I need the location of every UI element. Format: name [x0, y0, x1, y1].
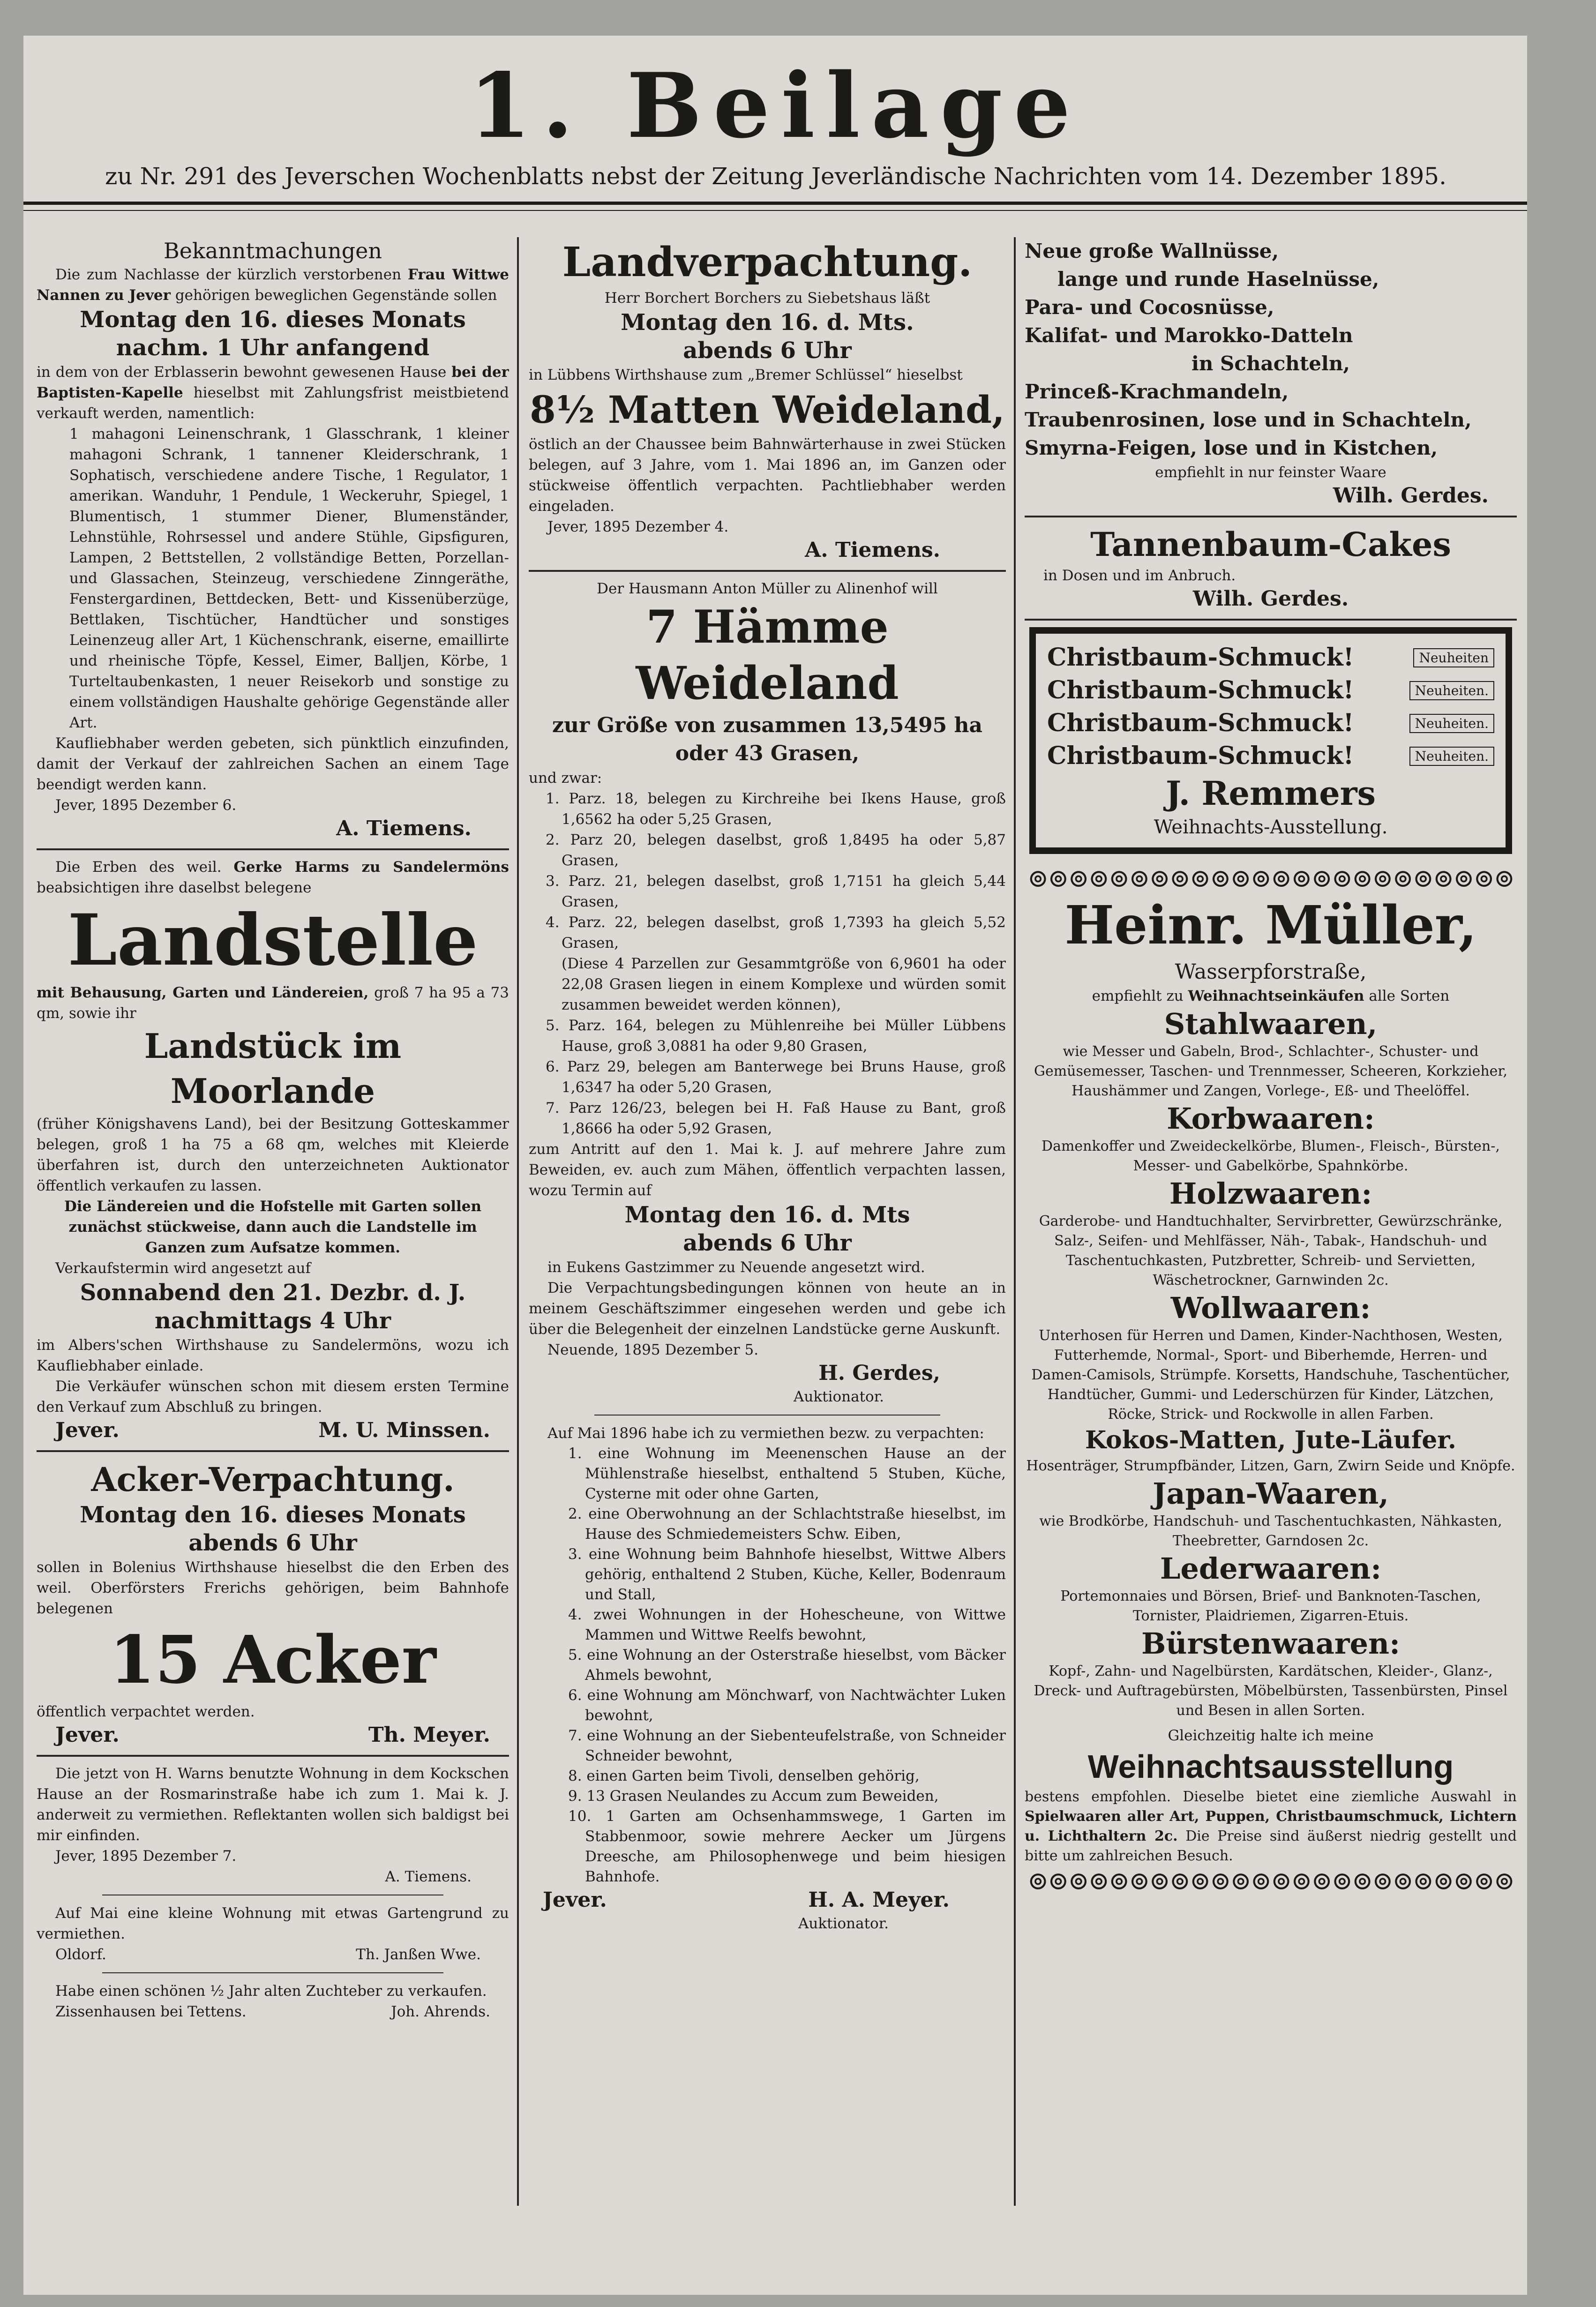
- list-item: 4. zwei Wohnungen in der Hohescheune, von Wittwe Mammen und Wittwe Reelfs bewohnt,: [568, 1606, 1006, 1643]
- shop-name: Heinr. Müller,: [1064, 895, 1477, 956]
- lease-date: Montag den 16. dieses Monats: [80, 1502, 466, 1528]
- deceased-name: Frau Wittwe Nannen zu Jever: [37, 266, 509, 304]
- section-text: wie Brodkörbe, Handschuh- und Taschentuchkasten, Nähkasten, Theebretter, Garndosen 2c.: [1039, 1513, 1502, 1549]
- ornament-border: ⊚⊚⊚⊚⊚⊚⊚⊚⊚⊚⊚⊚⊚⊚⊚⊚⊚⊚⊚⊚⊚⊚⊚⊚: [1027, 1866, 1514, 1895]
- conditions: Die Verpachtungsbedingungen können von heute an in meinem Geschäftszimmer eingesehen werden und gebe ich über die Belegenheit der einzelnen Landstücke gerne Auskunft.: [529, 1280, 1006, 1338]
- signature-role: Auktionator.: [798, 1915, 889, 1932]
- section-text: Hosenträger, Strumpfbänder, Litzen, Garn, Zwirn Seide und Knöpfe.: [1026, 1458, 1515, 1474]
- sale-place: im Albers'schen Wirthshause zu Sandelermöns, wozu ich Kaufliebhaber einlade.: [37, 1337, 509, 1374]
- intro-text-rest: beabsichtigen ihre daselbst belegene: [37, 879, 312, 896]
- ornament-border: ⊚⊚⊚⊚⊚⊚⊚⊚⊚⊚⊚⊚⊚⊚⊚⊚⊚⊚⊚⊚⊚⊚⊚⊚: [1027, 863, 1514, 893]
- intro-bold: Gerke Harms zu Sandelermöns: [233, 859, 509, 876]
- items-list: 1 mahagoni Leinenschrank, 1 Glasschrank, 1 kleiner mahagoni Schrank, 1 tannener Kleiderschrank, 1 Sophatisch, verschiedene andere Tische, 1 Regulator, 1 amerikan. Wanduhr, 1 Pendule, 1 Weckeruhr, Spiegel, 1 Blumentisch, 1 stummer Diener, Blumenständer, Lehnstühle, Rohrsessel und andere Stühle, Gipsfiguren, Lampen, 2 Bettstellen, 2 vollständige Betten, Porzellan- und Glassachen, Steinzeug, verschiedene Zinngeräthe, Fenstergardinen, Bettdecken, Bett- und Kissenüberzüge, Bettlaken, Tischtücher, Handtücher und sonstiges Leinenzeug aller Art, 1 Küchenschrank, eiserne, emaillirte und rheinische Töpfe, Kessel, Eimer, Balljen, Körbe, 1 Turteltaubenkasten, 1 neuer Reisekorb und sonstige zu einem vollständigen Haushalte gehörige Gegenstände aller Art.: [69, 426, 509, 731]
- rec-bold: Weihnachtseinkäufen: [1188, 988, 1364, 1004]
- product-line: Princeß-Krachmandeln,: [1025, 380, 1289, 403]
- lease-date: Montag den 16. d. Mts.: [621, 309, 914, 336]
- section-heading: Korbwaaren:: [1167, 1101, 1375, 1136]
- signature: H. A. Meyer.: [808, 1888, 950, 1912]
- signature: Th. Janßen Wwe.: [356, 1946, 481, 1963]
- masthead-rule-thin: [23, 210, 1527, 211]
- table-row: [1047, 740, 1494, 772]
- signature-role: Auktionator.: [793, 1388, 884, 1405]
- column-1: [37, 237, 509, 2022]
- und-zwar: und zwar:: [529, 770, 602, 786]
- exhibit-bold: Spielwaaren aller Art, Puppen, Christbaumschmuck, Lichtern u. Lichthaltern 2c.: [1025, 1808, 1517, 1844]
- ad-zuchteber: [37, 1981, 509, 2022]
- section-heading: Stahlwaaren,: [1164, 1007, 1378, 1041]
- list-item: 3. Parz. 21, belegen daselbst, groß 1,7151 ha gleich 5,44 Grasen,: [546, 873, 1006, 910]
- table-row: [1047, 674, 1494, 707]
- ad-text: Die jetzt von H. Warns benutzte Wohnung in dem Kockschen Hause an der Rosmarinstraße habe ich zum 1. Mai k. J. anderweit zu vermiethen. Reflektanten wollen sich baldigst bei mir einfinden.: [37, 1765, 509, 1844]
- parcel-list: [529, 788, 1006, 1139]
- product-section: [1025, 1290, 1517, 1424]
- section-heading: Holzwaaren:: [1169, 1176, 1372, 1211]
- list-item: 1. Parz. 18, belegen zu Kirchreihe bei Ikens Hause, groß 1,6562 ha oder 5,25 Grasen,: [546, 790, 1006, 828]
- ad-text: in Dosen und im Anbruch.: [1043, 567, 1236, 584]
- place-text: in dem von der Erblasserin bewohnt gewesenen Hause: [37, 364, 447, 381]
- signature: A. Tiemens.: [336, 816, 472, 840]
- ad-heading: Bekanntmachungen: [163, 238, 382, 263]
- section-text: Damenkoffer und Zweideckelkörbe, Blumen-, Fleisch-, Bürsten-, Messer- und Gabelkörbe, Spahnkörbe.: [1042, 1138, 1500, 1174]
- section-text: Unterhosen für Herren und Damen, Kinder-Nachthosen, Westen, Futterhemde, Normal-, Sport- und Biberhemde, Herren- und Damen-Camisols, Strümpfe. Korsetts, Handschuhe, Taschentücher, Handtücher, Gummi- und Lederschürzen für Kinder, Lätzchen, Röcke, Strick- und Rockwolle in allen Farben.: [1031, 1327, 1510, 1423]
- rule: [37, 1755, 509, 1757]
- desc-rest: groß 7 ha 95 a 73 qm, sowie ihr: [37, 984, 509, 1022]
- signature: Th. Meyer.: [368, 1723, 490, 1747]
- product-line: Traubenrosinen, lose und in Schachteln,: [1025, 408, 1472, 431]
- list-item: 5. Parz. 164, belegen zu Mühlenreihe bei Müller Lübbens Hause, groß 3,0881 ha oder 9,80 Grasen,: [546, 1017, 1006, 1055]
- list-item: 10. 1 Garten am Ochsenhammswege, 1 Garten im Stabbenmoor, sowie mehrere Aecker um Jürgens Dreesche, am Philosophenwege und beim hiesigen Bahnhofe.: [568, 1808, 1006, 1885]
- lease-time: abends 6 Uhr: [188, 1530, 357, 1556]
- ad-heading: Landverpachtung.: [562, 239, 973, 286]
- desc-bold: mit Behausung, Garten und Ländereien,: [37, 984, 369, 1001]
- ad-intro: [37, 857, 509, 898]
- table-row: [1047, 707, 1494, 740]
- ad-wohnung-warns: [37, 1763, 509, 1887]
- rule: [102, 1972, 443, 1973]
- ad-text: Auf Mai eine kleine Wohnung mit etwas Gartengrund zu vermiethen.: [37, 1905, 509, 1942]
- product-section: [1025, 1476, 1517, 1551]
- rule: [37, 1450, 509, 1452]
- shop-street: Wasserpforstraße,: [1175, 960, 1367, 984]
- row-tag: Neuheiten.: [1409, 747, 1494, 766]
- buyers-note: Kaufliebhaber werden gebeten, sich pünktlich einzufinden, damit der Verkauf der zahlreichen Sachen an einem Tage beendigt werden kann.: [37, 735, 509, 793]
- signature: M. U. Minssen.: [318, 1418, 490, 1442]
- ad-after: öffentlich verpachtet werden.: [37, 1703, 255, 1720]
- place-bold: bei der Baptisten-Kapelle: [37, 364, 509, 401]
- ad-heinr-mueller: [1025, 863, 1517, 1895]
- intro-text: Die zum Nachlasse der kürzlich verstorbenen: [55, 266, 402, 283]
- signature-row: [37, 2001, 509, 2022]
- dateline: Jever, 1895 Dezember 6.: [55, 797, 237, 814]
- exhibit-text-rest: Die Preise sind äußerst niedrig gestellt und bitte um zahlreichen Besuch.: [1025, 1828, 1517, 1864]
- shop-name: J. Remmers: [1165, 774, 1376, 813]
- ad-acker-verpachtung: [37, 1459, 509, 1748]
- signature: A. Tiemens.: [385, 1868, 472, 1885]
- section-text: wie Messer und Gabeln, Brod-, Schlachter-, Schuster- und Gemüsemesser, Taschen- und Trennmesser, Scheeren, Korkzieher, Haushämmer und Zangen, Vorlege-, Eß- und Theelöffel.: [1034, 1043, 1507, 1099]
- ad-term: Verkaufstermin wird angesetzt auf: [55, 1260, 311, 1277]
- list-item: 2. eine Oberwohnung an der Schlachtstraße hieselbst, im Hause des Schmiedemeisters Schw. Eiben,: [568, 1506, 1006, 1543]
- signature-row: [529, 1887, 1006, 1913]
- list-item: 6. eine Wohnung am Mönchwarf, von Nachtwächter Luken bewohnt,: [568, 1687, 1006, 1724]
- table-row: [1047, 641, 1494, 674]
- sale-wish: Die Verkäufer wünschen schon mit diesem ersten Termine den Verkauf zum Abschluß zu bringen.: [37, 1378, 509, 1416]
- auction-place: [37, 362, 509, 424]
- section-heading: Wollwaaren:: [1170, 1291, 1371, 1325]
- signature-row: [37, 1944, 509, 1965]
- rule: [529, 570, 1006, 572]
- ad-big-title: 15 Acker: [109, 1622, 436, 1699]
- rule: [594, 1415, 940, 1416]
- ad-tannenbaum-cakes: [1025, 524, 1517, 612]
- size-line: zur Größe von zusammen 13,5495 ha: [552, 713, 983, 737]
- sale-date: Sonnabend den 21. Dezbr. d. J.: [80, 1280, 466, 1306]
- shop-sub: Weihnachts-Ausstellung.: [1154, 816, 1388, 838]
- auction-time: nachm. 1 Uhr anfangend: [116, 335, 430, 361]
- product-section: [1025, 1626, 1517, 1721]
- place-name: Jever.: [55, 1418, 120, 1442]
- ad-intro: Der Hausmann Anton Müller zu Alinenhof will: [597, 580, 938, 597]
- column-2: [529, 237, 1006, 1934]
- list-item: 1. eine Wohnung im Meenenschen Hause an der Mühlenstraße hieselbst, enthaltend 5 Stuben, Küche, Cysterne mit oder ohne Garten,: [568, 1445, 1006, 1502]
- signature: H. Gerdes,: [818, 1361, 940, 1385]
- list-item: 7. Parz 126/23, belegen bei H. Faß Hause zu Bant, groß 1,8666 ha oder 5,92 Grasen,: [546, 1100, 1006, 1137]
- list-item: 8. einen Garten beim Tivoli, denselben gehörig,: [568, 1768, 920, 1784]
- row-tag: Neuheiten.: [1409, 714, 1494, 733]
- product-line: Neue große Wallnüsse,: [1025, 240, 1279, 262]
- row-title: Christbaum-Schmuck!: [1047, 709, 1354, 737]
- masthead-title: 1. Beilage: [469, 53, 1082, 158]
- product-section: [1025, 1176, 1517, 1290]
- product-section: [1025, 1424, 1517, 1476]
- lease-place: in Eukens Gastzimmer zu Neuende angesetzt wird.: [547, 1259, 925, 1276]
- row-tag: Neuheiten: [1413, 648, 1494, 667]
- list-item: 6. Parz 29, belegen am Banterwege bei Bruns Hause, groß 1,6347 ha oder 5,20 Grasen,: [546, 1058, 1006, 1096]
- product-line: Para- und Cocosnüsse,: [1025, 296, 1274, 319]
- rec-text: empfiehlt zu: [1092, 988, 1184, 1004]
- ad-weideland: [529, 578, 1006, 1407]
- signature: Wilh. Gerdes.: [1333, 484, 1489, 508]
- rule: [37, 848, 509, 850]
- signature: A. Tiemens.: [805, 538, 940, 562]
- exhibition-text: [1025, 1787, 1517, 1866]
- list-item: 2. Parz 20, belegen daselbst, groß 1,8495 ha oder 5,87 Grasen,: [546, 831, 1006, 869]
- row-title: Christbaum-Schmuck!: [1047, 643, 1354, 672]
- place-name: Jever.: [55, 1723, 120, 1747]
- size-line: oder 43 Grasen,: [675, 742, 860, 765]
- place-name: Oldorf.: [55, 1946, 106, 1963]
- product-line: Kalifat- und Marokko-Datteln: [1025, 324, 1353, 347]
- signature-row: [37, 1722, 509, 1748]
- ad-landstelle: [37, 857, 509, 1444]
- ad-auction-nannen: [37, 237, 509, 842]
- place-text-rest: hieselbst mit Zahlungsfrist meistbietend verkauft werden, namentlich:: [37, 384, 509, 422]
- list-item: (Diese 4 Parzellen zur Gesammtgröße von 6,9601 ha oder 22,08 Grasen liegen in einem Komplexe und würden somit zusammen beweidet werden können),: [562, 955, 1006, 1013]
- column-divider-left: [517, 237, 519, 2206]
- ad-big-title: 7 Hämme Weideland: [636, 600, 899, 710]
- list-item: 5. eine Wohnung an der Osterstraße hieselbst, vom Bäcker Ahmels bewohnt,: [568, 1647, 1006, 1684]
- section-heading: Bürstenwaaren:: [1141, 1626, 1400, 1661]
- product-line: Smyrna-Feigen, lose und in Kistchen,: [1025, 436, 1438, 459]
- column-3: [1025, 237, 1517, 1895]
- section-text: Kopf-, Zahn- und Nagelbürsten, Kardätschen, Kleider-, Glanz-, Dreck- und Auftragebürsten, Möbelbürsten, Tassenbürsten, Pinsel und Besen in allen Sorten.: [1034, 1663, 1508, 1719]
- signature: Wilh. Gerdes.: [1192, 587, 1349, 611]
- dateline: Neuende, 1895 Dezember 5.: [547, 1341, 759, 1358]
- masthead-rule: [23, 202, 1527, 205]
- ad-note: Die Ländereien und die Hofstelle mit Garten sollen zunächst stückweise, dann auch die Landstelle im Ganzen zum Aufsatze kommen.: [64, 1198, 482, 1256]
- dateline: Jever, 1895 Dezember 7.: [55, 1848, 237, 1865]
- list-item: 4. Parz. 22, belegen daselbst, groß 1,7393 ha gleich 5,52 Grasen,: [546, 914, 1006, 951]
- ad-wohnung-oldorf: [37, 1903, 509, 1965]
- list-item: 3. eine Wohnung beim Bahnhofe hieselbst, Wittwe Albers gehörig, enthaltend 2 Stuben, Küche, Keller, Bodenraum und Stall,: [568, 1546, 1006, 1603]
- dateline: Jever, 1895 Dezember 4.: [547, 518, 729, 535]
- lease-time: abends 6 Uhr: [683, 1230, 852, 1256]
- ad-second-title: Landstück im Moorlande: [144, 1026, 402, 1111]
- recommend-line: [1025, 986, 1517, 1006]
- ad-landverpachtung: [529, 237, 1006, 563]
- product-section: [1025, 1101, 1517, 1176]
- list-item: 7. eine Wohnung an der Siebenteufelstraße, von Schneider Schneider bewohnt,: [568, 1727, 1006, 1764]
- ad-text: östlich an der Chaussee beim Bahnwärterhause in zwei Stücken belegen, auf 3 Jahre, vom 1. Mai 1896 an, im Ganzen oder stückweise öffentlich verpachten. Pachtliebhaber werden eingeladen.: [529, 436, 1006, 515]
- ad-heading: Tannenbaum-Cakes: [1090, 525, 1451, 564]
- intro-text: Die Erben des weil.: [55, 859, 222, 876]
- lease-place: in Lübbens Wirthshause zum „Bremer Schlüssel“ hieselbst: [529, 367, 963, 383]
- ad-text: Habe einen schönen ½ Jahr alten Zuchteber zu verkaufen.: [55, 1983, 487, 2000]
- product-line: lange und runde Haselnüsse,: [1057, 268, 1379, 291]
- sale-time: nachmittags 4 Uhr: [154, 1308, 391, 1334]
- column-divider-right: [1014, 237, 1016, 2206]
- newspaper-page: [23, 36, 1527, 2295]
- place-name: Jever.: [543, 1888, 607, 1912]
- masthead-subtitle: zu Nr. 291 des Jeverschen Wochenblatts nebst der Zeitung Jeverländische Nachrichten vom 14. Dezember 1895.: [105, 163, 1446, 190]
- signature: Joh. Ahrends.: [391, 2003, 490, 2020]
- ad-vermiethen: [529, 1423, 1006, 1934]
- rec-text-rest: alle Sorten: [1369, 988, 1450, 1004]
- section-text: Garderobe- und Handtuchhalter, Servirbretter, Gewürzschränke, Salz-, Seifen- und Mehlfässer, Näh-, Tabak-, Handschuh- und Taschentuchkasten, Putzbretter, Schreib- und Servietten, Wäschetrockner, Garnwinden 2c.: [1039, 1213, 1503, 1288]
- auction-date: Montag den 16. dieses Monats: [80, 307, 466, 333]
- product-section: [1025, 1551, 1517, 1626]
- rule: [1025, 619, 1517, 621]
- ad-description: [37, 982, 509, 1024]
- lease-time: abends 6 Uhr: [683, 337, 852, 364]
- ad-intro: [37, 264, 509, 306]
- exhibit-text: bestens empfohlen. Dieselbe bietet eine ziemliche Auswahl in: [1025, 1789, 1517, 1805]
- row-tag: Neuheiten.: [1409, 681, 1494, 700]
- section-heading: Japan-Waaren,: [1153, 1476, 1389, 1511]
- ad-intro: Herr Borchert Borchers zu Siebetshaus läßt: [604, 290, 930, 307]
- section-heading: Lederwaaren:: [1160, 1551, 1382, 1586]
- exhibition-title: Weihnachtsausstellung: [1087, 1748, 1454, 1785]
- place-name: Zissenhausen bei Tettens.: [55, 2003, 247, 2020]
- ad-big-title: Landstelle: [67, 899, 478, 981]
- ad-big-title: 8½ Matten Weideland,: [530, 388, 1005, 432]
- ad-intro: Auf Mai 1896 habe ich zu vermiethen bezw. zu verpachten:: [547, 1425, 984, 1442]
- ad-heading: Acker-Verpachtung.: [91, 1460, 455, 1499]
- row-title: Christbaum-Schmuck!: [1047, 676, 1354, 704]
- also-line: Gleichzeitig halte ich meine: [1168, 1727, 1374, 1744]
- ad-nuesse-gerdes: [1025, 237, 1517, 509]
- rental-list: [529, 1444, 1006, 1887]
- ad-text: (früher Königshavens Land), bei der Besitzung Gotteskammer belegen, groß 1 ha 75 a 68 qm, welches mit Kleierde überfahren ist, durch den unterzeichneten Auktionator öffentlich verkaufen zu lassen.: [37, 1116, 509, 1194]
- ad-after: zum Antritt auf den 1. Mai k. J. auf mehrere Jahre zum Beweiden, ev. auch zum Mähen, öffentlich verpachten lassen, wozu Termin auf: [529, 1141, 1006, 1199]
- masthead: [23, 36, 1527, 232]
- rule: [1025, 516, 1517, 517]
- signature-row: [37, 1417, 509, 1444]
- intro-text-rest: gehörigen beweglichen Gegenstände sollen: [175, 287, 497, 304]
- list-item: 9. 13 Grasen Neulandes zu Accum zum Beweiden,: [568, 1788, 939, 1805]
- section-text: Portemonnaies und Börsen, Brief- und Banknoten-Taschen, Tornister, Plaidriemen, Zigarren-Etuis.: [1060, 1588, 1481, 1624]
- ad-text: sollen in Bolenius Wirthshause hieselbst die den Erben des weil. Oberförsters Frerichs gehörigen, beim Bahnhofe belegenen: [37, 1559, 509, 1617]
- recommend-line: empfiehlt in nur feinster Waare: [1155, 464, 1386, 481]
- section-heading: Kokos-Matten, Jute-Läufer.: [1085, 1426, 1457, 1454]
- product-section: [1025, 1006, 1517, 1101]
- row-title: Christbaum-Schmuck!: [1047, 742, 1354, 770]
- ad-christbaum-remmers: [1029, 627, 1512, 854]
- lease-date: Montag den 16. d. Mts: [624, 1202, 910, 1228]
- product-line: in Schachteln,: [1191, 352, 1350, 375]
